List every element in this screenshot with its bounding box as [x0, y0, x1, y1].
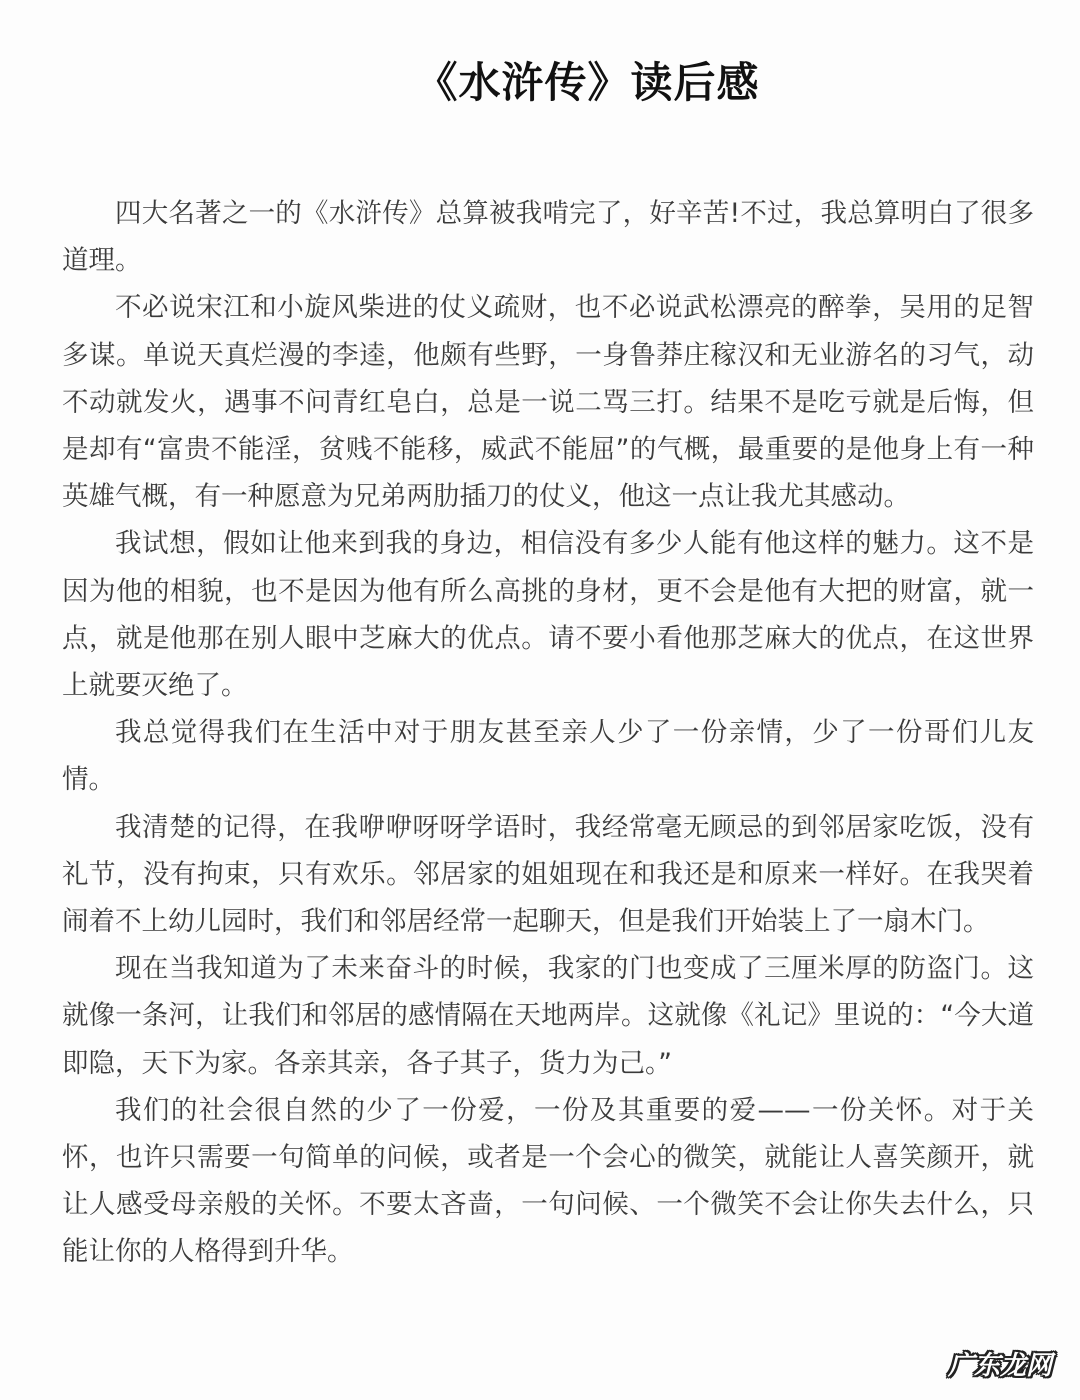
paragraph: 四大名著之一的《水浒传》总算被我啃完了，好辛苦!不过，我总算明白了很多道理。: [62, 198, 1034, 277]
paragraph: 我们的社会很自然的少了一份爱，一份及其重要的爱——一份关怀。对于关怀，也许只需要一句简单的问候，或者是一个会心的微笑，就能让人喜笑颜开，就让人感受母亲般的关怀。不要太吝啬，一句问候、一个微笑不会让你失去什么，只能让你的人格得到升华。: [62, 1094, 1034, 1268]
paragraph: 我清楚的记得，在我咿咿呀呀学语时，我经常毫无顾忌的到邻居家吃饭，没有礼节，没有拘束，只有欢乐。邻居家的姐姐现在和我还是和原来一样好。在我哭着闹着不上幼儿园时，我们和邻居经常一起聊天，但是我们开始装上了一扇木门。: [62, 811, 1034, 938]
watermark-logo: 广东龙网: [947, 1351, 1052, 1381]
paragraph: 我试想，假如让他来到我的身边，相信没有多少人能有他这样的魅力。这不是因为他的相貌，也不是因为他有所么高挑的身材，更不会是他有大把的财富，就一点，就是他那在别人眼中芝麻大的优点。请不要小看他那芝麻大的优点，在这世界上就要灭绝了。: [62, 528, 1034, 702]
paragraph: 我总觉得我们在生活中对于朋友甚至亲人少了一份亲情，少了一份哥们儿友情。: [62, 717, 1034, 796]
paragraph: 现在当我知道为了未来奋斗的时候，我家的门也变成了三厘米厚的防盗门。这就像一条河，让我们和邻居的感情隔在天地两岸。这就像《礼记》里说的：“今大道即隐，天下为家。各亲其亲，各子其子，货力为己。”: [62, 953, 1034, 1079]
document-title: 《水浒传》读后感: [415, 58, 760, 107]
document-body: [62, 190, 1034, 1276]
paragraph: 不必说宋江和小旋风柴进的仗义疏财，也不必说武松漂亮的醉拳，吴用的足智多谋。单说天真烂漫的李逵，他颇有些野，一身鲁莽庄稼汉和无业游名的习气，动不动就发火，遇事不问青红皂白，总是一说二骂三打。结果不是吃亏就是后悔，但是却有“富贵不能淫，贫贱不能移，威武不能屈”的气概，最重要的是他身上有一种英雄气概，有一种愿意为兄弟两肋插刀的仗义，他这一点让我尤其感动。: [62, 292, 1034, 513]
